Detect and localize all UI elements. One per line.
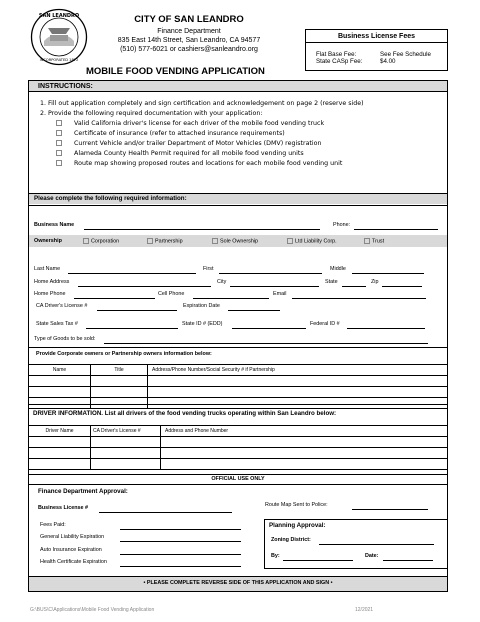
department-name: Finance Department [157, 28, 221, 35]
checkbox-icon [56, 140, 62, 146]
ownership-option-corporation[interactable]: Corporation [83, 238, 119, 245]
casp-fee-value: $4.00 [380, 58, 396, 65]
last-name-label: Last Name [34, 266, 61, 272]
fees-paid-field[interactable] [120, 523, 241, 530]
casp-fee-label: State CASp Fee: [316, 58, 363, 65]
svg-text:INCORPORATED 1872: INCORPORATED 1872 [39, 58, 79, 62]
official-use-heading: OFFICIAL USE ONLY [211, 476, 265, 482]
checkbox-icon [212, 238, 218, 244]
federal-id-field[interactable] [347, 322, 425, 329]
column-header: Title [91, 365, 148, 376]
by-field[interactable] [283, 554, 353, 561]
route-map-field[interactable] [352, 503, 428, 510]
first-name-label: First [203, 266, 214, 272]
checkbox-icon [287, 238, 293, 244]
doc-item [56, 159, 342, 169]
auto-insurance-label: Auto Insurance Expiration [40, 547, 102, 553]
instruction-step-1: 1. Fill out application completely and sign certification and acknowledgement on page 2 (reserve side) [40, 100, 364, 107]
sales-tax-field[interactable] [86, 322, 178, 329]
fees-title: Business License Fees [337, 33, 416, 40]
cell-phone-field[interactable] [193, 292, 269, 299]
doc-item-label: Valid California driver's license for each driver of the mobile food vending truck [74, 120, 325, 127]
city-name: CITY OF SAN LEANDRO [134, 14, 244, 25]
finance-approval-label: Finance Department Approval: [38, 488, 128, 495]
last-name-field[interactable] [68, 267, 196, 274]
zip-label: Zip [371, 279, 379, 285]
table-row[interactable] [29, 459, 448, 470]
zoning-district-field[interactable] [319, 538, 434, 545]
city-field[interactable] [230, 280, 319, 287]
required-info-heading: Please complete the following required information: [34, 195, 187, 202]
drivers-license-field[interactable] [97, 304, 177, 311]
general-liability-label: General Liability Expiration [40, 534, 105, 540]
table-row[interactable] [29, 398, 448, 409]
ownership-option-partnership[interactable]: Partnership [147, 238, 183, 245]
checkbox-icon [56, 130, 62, 136]
general-liability-field[interactable] [120, 535, 241, 542]
business-name-field[interactable] [84, 223, 320, 230]
phone-field[interactable] [354, 223, 438, 230]
health-certificate-field[interactable] [120, 560, 241, 567]
state-id-label: State ID # (EDD) [182, 321, 223, 327]
home-phone-label: Home Phone [34, 291, 66, 297]
doc-item-label: Certificate of insurance (refer to attached insurance requirements) [74, 130, 285, 137]
federal-id-label: Federal ID # [310, 321, 340, 327]
state-id-field[interactable] [232, 322, 306, 329]
cell-phone-label: Cell Phone [158, 291, 185, 297]
checkbox-icon [56, 160, 62, 166]
driver-info-heading: DRIVER INFORMATION. List all drivers of the food vending trucks operating within San Leandro below: [33, 410, 337, 417]
expiration-date-field[interactable] [228, 304, 280, 311]
planning-approval-label: Planning Approval: [269, 522, 326, 529]
flat-base-fee-label: Flat Base Fee: [316, 51, 357, 58]
middle-name-label: Middle [330, 266, 346, 272]
flat-base-fee-value: See Fee Schedule [380, 51, 431, 58]
state-field[interactable] [342, 280, 366, 287]
middle-name-field[interactable] [352, 267, 424, 274]
doc-item-label: Alameda County Health Permit required for all mobile food vending units [74, 150, 304, 157]
sales-tax-label: State Sales Tax # [36, 321, 78, 327]
checkbox-icon [364, 238, 370, 244]
doc-item-label: Route map showing proposed routes and locations for each mobile food vending unit [74, 160, 343, 167]
expiration-date-label: Expiration Date [183, 303, 220, 309]
checkbox-icon [56, 150, 62, 156]
instructions-heading: INSTRUCTIONS: [38, 83, 93, 90]
table-header-row [29, 365, 448, 376]
table-row[interactable] [29, 376, 448, 387]
drivers-table [28, 425, 448, 470]
ownership-option-sole[interactable]: Sole Ownership [212, 238, 258, 245]
first-name-field[interactable] [219, 267, 322, 274]
auto-insurance-field[interactable] [120, 548, 241, 555]
ownership-option-trust[interactable]: Trust [364, 238, 384, 245]
health-certificate-label: Health Certificate Expiration [40, 559, 107, 565]
checkbox-icon [56, 120, 62, 126]
doc-item [56, 129, 285, 139]
table-row[interactable] [29, 437, 448, 448]
fees-paid-label: Fees Paid: [40, 522, 66, 528]
checkbox-icon [147, 238, 153, 244]
revision-date-footer: 12/2021 [355, 607, 374, 613]
department-contact: (510) 577-6021 or cashiers@sanleandro.org [120, 46, 258, 53]
state-label: State [325, 279, 338, 285]
home-address-label: Home Address [34, 279, 70, 285]
city-seal-logo [30, 8, 88, 66]
column-header: Name [29, 365, 91, 376]
goods-label: Type of Goods to be sold: [34, 336, 96, 342]
business-license-field[interactable] [99, 506, 232, 513]
business-license-label: Business License # [38, 505, 89, 511]
file-path-footer: G:\BUS\C\Applications\Mobile Food Vending Application [30, 607, 155, 613]
doc-item [56, 119, 324, 129]
table-row[interactable] [29, 387, 448, 398]
route-map-label: Route Map Sent to Police: [265, 502, 328, 508]
doc-item [56, 139, 322, 149]
checkbox-icon [83, 238, 89, 244]
table-header-row [29, 426, 448, 437]
zoning-district-label: Zoning District: [271, 537, 311, 543]
column-header: Address and Phone Number [161, 426, 448, 437]
email-label: Email [273, 291, 287, 297]
doc-item-label: Current Vehicle and/or trailer Department of Motor Vehicles (DMV) registration [74, 140, 322, 147]
column-header: Address/Phone Number/Social Security # if Partnership [148, 365, 448, 376]
date-field[interactable] [383, 554, 433, 561]
home-address-field[interactable] [78, 280, 211, 287]
form-title: MOBILE FOOD VENDING APPLICATION [86, 66, 265, 77]
city-label: City [217, 279, 227, 285]
svg-text:SAN LEANDRO: SAN LEANDRO [38, 13, 80, 19]
business-name-label: Business Name [34, 222, 75, 228]
date-label: Date: [365, 553, 379, 559]
email-field[interactable] [292, 292, 426, 299]
owners-heading: Provide Corporate owners or Partnership owners information below: [36, 351, 212, 357]
ownership-label: Ownership [34, 238, 62, 244]
phone-label: Phone: [333, 222, 351, 228]
reverse-side-note: • PLEASE COMPLETE REVERSE SIDE OF THIS APPLICATION AND SIGN • [143, 580, 333, 586]
instruction-step-2: 2. Provide the following required documentation with your application: [40, 110, 263, 117]
department-address: 835 East 14th Street, San Leandro, CA 94577 [117, 37, 261, 44]
by-label: By: [271, 553, 280, 559]
column-header: Driver Name [29, 426, 91, 437]
home-phone-field[interactable] [74, 292, 155, 299]
zip-field[interactable] [382, 280, 422, 287]
table-row[interactable] [29, 448, 448, 459]
column-header: CA Driver's License # [91, 426, 161, 437]
drivers-license-label: CA Driver's License # [36, 303, 88, 309]
owners-table [28, 364, 448, 409]
doc-item [56, 149, 304, 159]
goods-field[interactable] [104, 337, 428, 344]
ownership-option-llc[interactable]: Ltd Liability Corp. [287, 238, 337, 245]
